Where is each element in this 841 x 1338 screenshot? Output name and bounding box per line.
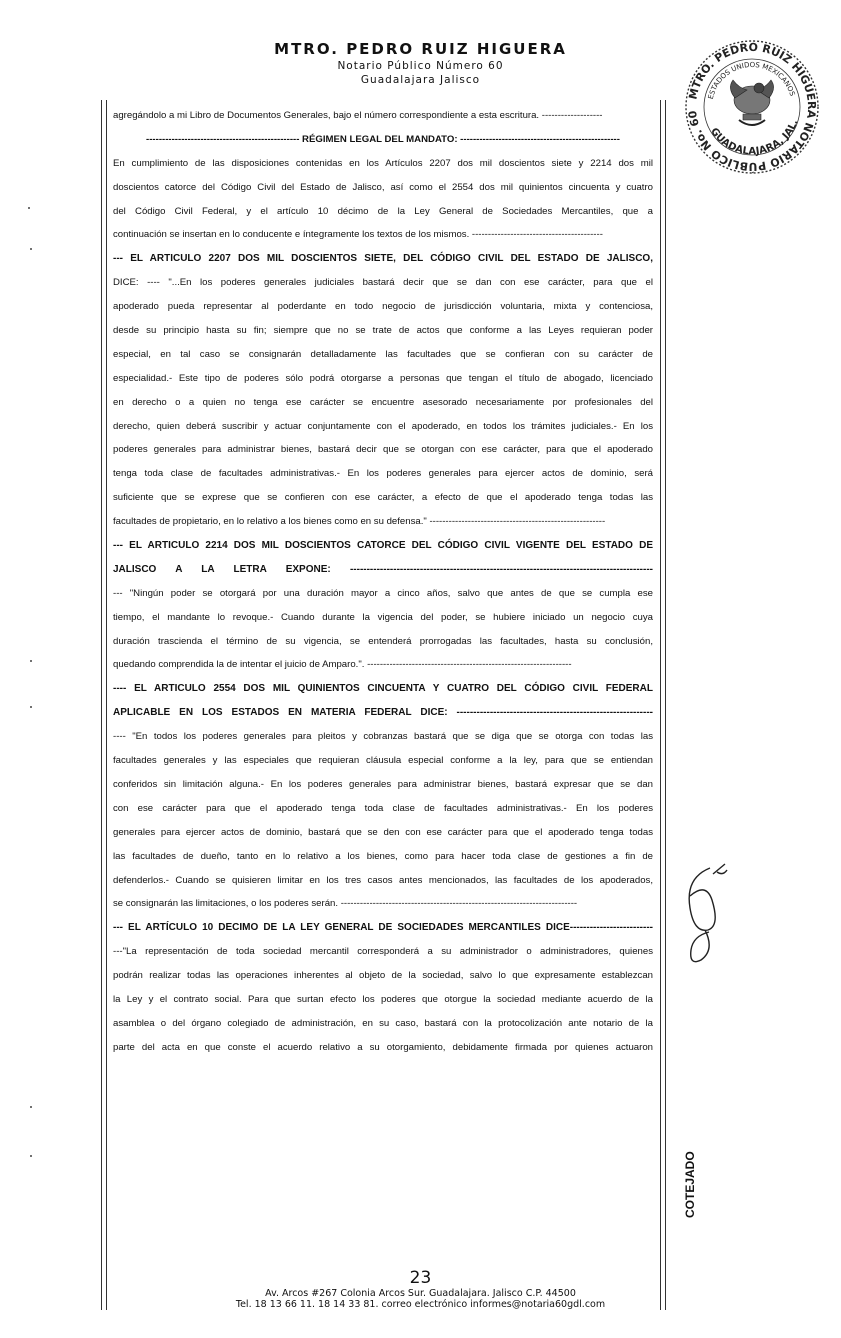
text-line [113,916,653,940]
text-line [113,582,653,606]
margin-mark [30,660,32,662]
text-line [113,391,653,415]
text-line-content: las facultades de dueño, tanto en lo relativo a los bienes, como para hacer toda clase de gestiones a fin de [113,850,653,862]
notary-city: Guadalajara Jalisco [360,74,481,86]
text-line-content: especialidad.- Este tipo de poderes sólo podrá otorgarse a personas que tengan el título de abogado, licenciado [113,372,653,384]
right-margin-rule [660,100,661,1310]
text-line [113,940,653,964]
text-line-content: --- EL ARTICULO 2207 DOS MIL DOSCIENTOS SIETE, DEL CÓDIGO CIVIL DEL ESTADO DE JALISCO, [113,253,653,265]
left-margin-rule [101,100,102,1310]
text-line-content: desde su principio hasta su fin; siempre que no se trate de actos que conforme a las Leyes requieran poder [113,325,653,337]
text-line [113,415,653,439]
signature-mark [675,860,735,970]
text-line [113,438,653,462]
text-line-content: especial, en tal caso se consignarán detalladamente las facultades que se confieran con su carácter de [113,348,653,360]
svg-text:COTEJADO: COTEJADO [683,1151,697,1218]
text-line [113,892,653,916]
text-line [113,247,653,271]
text-line-content: tenga toda clase de facultades administrativas.- En los poderes generales para ejercer actos de dominio, será [113,468,653,480]
margin-mark [28,207,30,209]
text-line-content: con ese carácter para que el apoderado tenga toda clase de facultades administrativas.- En los poderes [113,802,653,814]
notary-title: Notario Público Número 60 [337,60,504,72]
text-line [113,510,653,534]
text-line [113,630,653,654]
notary-seal [683,38,821,176]
text-line [113,200,653,224]
text-line-content: --- "Ningún poder se otorgará por una duración mayor a cinco años, salvo que antes de que se cumpla ese [113,587,653,599]
text-line-content: APLICABLE EN LOS ESTADOS EN MATERIA FEDERAL DICE: ----------------------------------------------------------- [113,707,653,719]
text-line-content: poderes generales para administrar bienes, bastará decir que se otorgan con ese carácter, para que el apoderado [113,444,653,456]
text-line-content: DICE: ---- "...En los poderes generales judiciales bastará decir que se dan con ese carácter, para que el [113,277,653,289]
text-line [113,152,653,176]
text-line [113,1036,653,1060]
text-line [113,725,653,749]
svg-text:ESTADOS UNIDOS MEXICANOS: ESTADOS UNIDOS MEXICANOS [706,60,797,101]
text-line [113,534,653,558]
text-line-content: podrán realizar todas las operaciones inherentes al objeto de la sociedad, salvo lo que expresamente establezcan [113,970,653,982]
svg-text:GUADALAJARA, JAL.: GUADALAJARA, JAL. [708,118,801,158]
text-line-content: duración trascienda el término de su vigencia, se entenderá prorrogadas las facultades, hasta su conclusión, [113,635,653,647]
text-line-content: JALISCO A LA LETRA EXPONE: ------------------------------------------------------------------------------------------- [113,563,653,575]
svg-text:MTRO. PEDRO RUIZ HIGUERA NOTAR: MTRO. PEDRO RUIZ HIGUERA NOTARIO PÚBLICO No. 60 [686,40,819,174]
text-line [113,701,653,725]
text-line [113,271,653,295]
text-line [113,821,653,845]
text-line-content: ---- EL ARTICULO 2554 DOS MIL QUINIENTOS CINCUENTA Y CUATRO DEL CÓDIGO CIVIL FEDERAL [113,683,653,695]
text-line-content: ------------------------------------------------ RÉGIMEN LEGAL DEL MANDATO: -------------------------------------------------- [146,133,620,145]
text-line [113,319,653,343]
text-line [113,462,653,486]
right-margin-rule-inner [665,100,666,1310]
text-line [113,223,653,247]
text-line [113,486,653,510]
text-line-content: del Código Civil Federal, y el artículo 10 décimo de la Ley General de Sociedades Mercantiles, que a [113,205,653,217]
text-line-content: generales para ejercer actos de dominio, bastará que se den con ese carácter para que el apoderado tenga todas [113,826,653,838]
text-line [113,653,653,677]
text-line [113,964,653,988]
text-line-content: derecho, quien deberá suscribir y actuar conjuntamente con el apoderado, en todos los trámites judiciales.- En los [113,420,653,432]
document-body [113,104,653,1060]
text-line-content: doscientos catorce del Código Civil del Estado de Jalisco, así como el 2554 dos mil quinientos cincuenta y cuatro [113,181,653,193]
footer-address: Av. Arcos #267 Colonia Arcos Sur. Guadalajara. Jalisco C.P. 44500 [265,1288,576,1299]
text-line-content: En cumplimiento de las disposiciones contenidas en los Artículos 2207 dos mil doscientos siete y 2214 dos mil [113,157,653,169]
text-line-content: facultades generales y las especiales que requieran cláusula especial conforme a la ley, para que se entiendan [113,755,653,767]
text-line-content: quedando comprendida la de intentar el juicio de Amparo.". ---------------------------------------------------------------- [113,659,572,671]
text-line-content: asamblea o del órgano colegiado de administración, en su caso, bastará con la protocolización ante notario de la [113,1017,653,1029]
text-line [113,845,653,869]
text-line [113,128,653,152]
text-line [113,343,653,367]
text-line-content: conferidos sin limitación alguna.- En los poderes generales para administrar bienes, bastará expresar que se dan [113,778,653,790]
text-line-content: continuación se insertan en lo conducente e íntegramente los textos de los mismos. ----------------------------------------- [113,229,603,241]
text-line-content: ---"La representación de toda sociedad mercantil corresponderá a su administrador o administradores, quienes [113,946,653,958]
text-line-content: suficiente que se exprese que se confieren con ese carácter, a efecto de que el apoderado tenga todas las [113,492,653,504]
eagle-emblem-icon [730,80,773,125]
margin-mark [30,1106,32,1108]
text-line-content: en derecho o a quien no tenga ese carácter se encuentre asesorado necesariamente por profesionales del [113,396,653,408]
footer-contact: Tel. 18 13 66 11. 18 14 33 81. correo electrónico informes@notaria60gdl.com [235,1299,606,1310]
text-line-content: parte del acta en que conste el acuerdo relativo a su otorgamiento, debidamente firmada por quienes actuaron [113,1041,653,1053]
text-line-content: defenderlos.- Cuando se quisieren limitar en los tres casos antes mencionados, las facultades de los apoderados, [113,874,653,886]
text-line [113,773,653,797]
text-line-content: agregándolo a mi Libro de Documentos Generales, bajo el número correspondiente a esta escritura. ------------------- [113,110,603,121]
text-line [113,606,653,630]
left-margin-rule-inner [106,100,107,1310]
text-line [113,558,653,582]
cotejado-stamp [679,1140,699,1220]
text-line-content: la Ley y el contrato social. Para que surtan efecto los poderes que otorgue la sociedad mediante acuerdo de la [113,993,653,1005]
text-line [113,1012,653,1036]
text-line-content: facultades de propietario, en lo relativo a los bienes como en su defensa." ------------------------------------------------------- [113,516,606,528]
text-line-content: ---- "En todos los poderes generales para pleitos y cobranzas bastará que se diga que se otorga con todas las [113,731,653,743]
margin-mark [30,706,32,708]
margin-mark [30,1155,32,1157]
page-number: 23 [409,1268,432,1288]
text-line [113,988,653,1012]
text-line-content: se consignarán las limitaciones, o los poderes serán. -------------------------------------------------------------------------- [113,898,578,910]
text-line [113,749,653,773]
text-line [113,176,653,200]
text-line [113,869,653,893]
margin-mark [30,248,32,250]
text-line [113,295,653,319]
text-line [113,367,653,391]
text-line-content: --- EL ARTÍCULO 10 DECIMO DE LA LEY GENERAL DE SOCIEDADES MERCANTILES DICE------------------------- [113,922,653,934]
text-line-content: tiempo, el mandante lo revoque.- Cuando durante la vigencia del poder, se hubiere iniciado un negocio cuya [113,611,653,623]
text-line [113,104,653,128]
text-line-content: --- EL ARTICULO 2214 DOS MIL DOSCIENTOS CATORCE DEL CÓDIGO CIVIL VIGENTE DEL ESTADO DE [113,540,653,552]
text-line [113,677,653,701]
text-line [113,797,653,821]
page-footer [0,1268,841,1310]
notary-name: MTRO. PEDRO RUIZ HIGUERA [274,40,567,58]
text-line-content: apoderado pueda representar al poderdante en todo negocio de jurisdicción voluntaria, mixta y contenciosa, [113,301,653,313]
